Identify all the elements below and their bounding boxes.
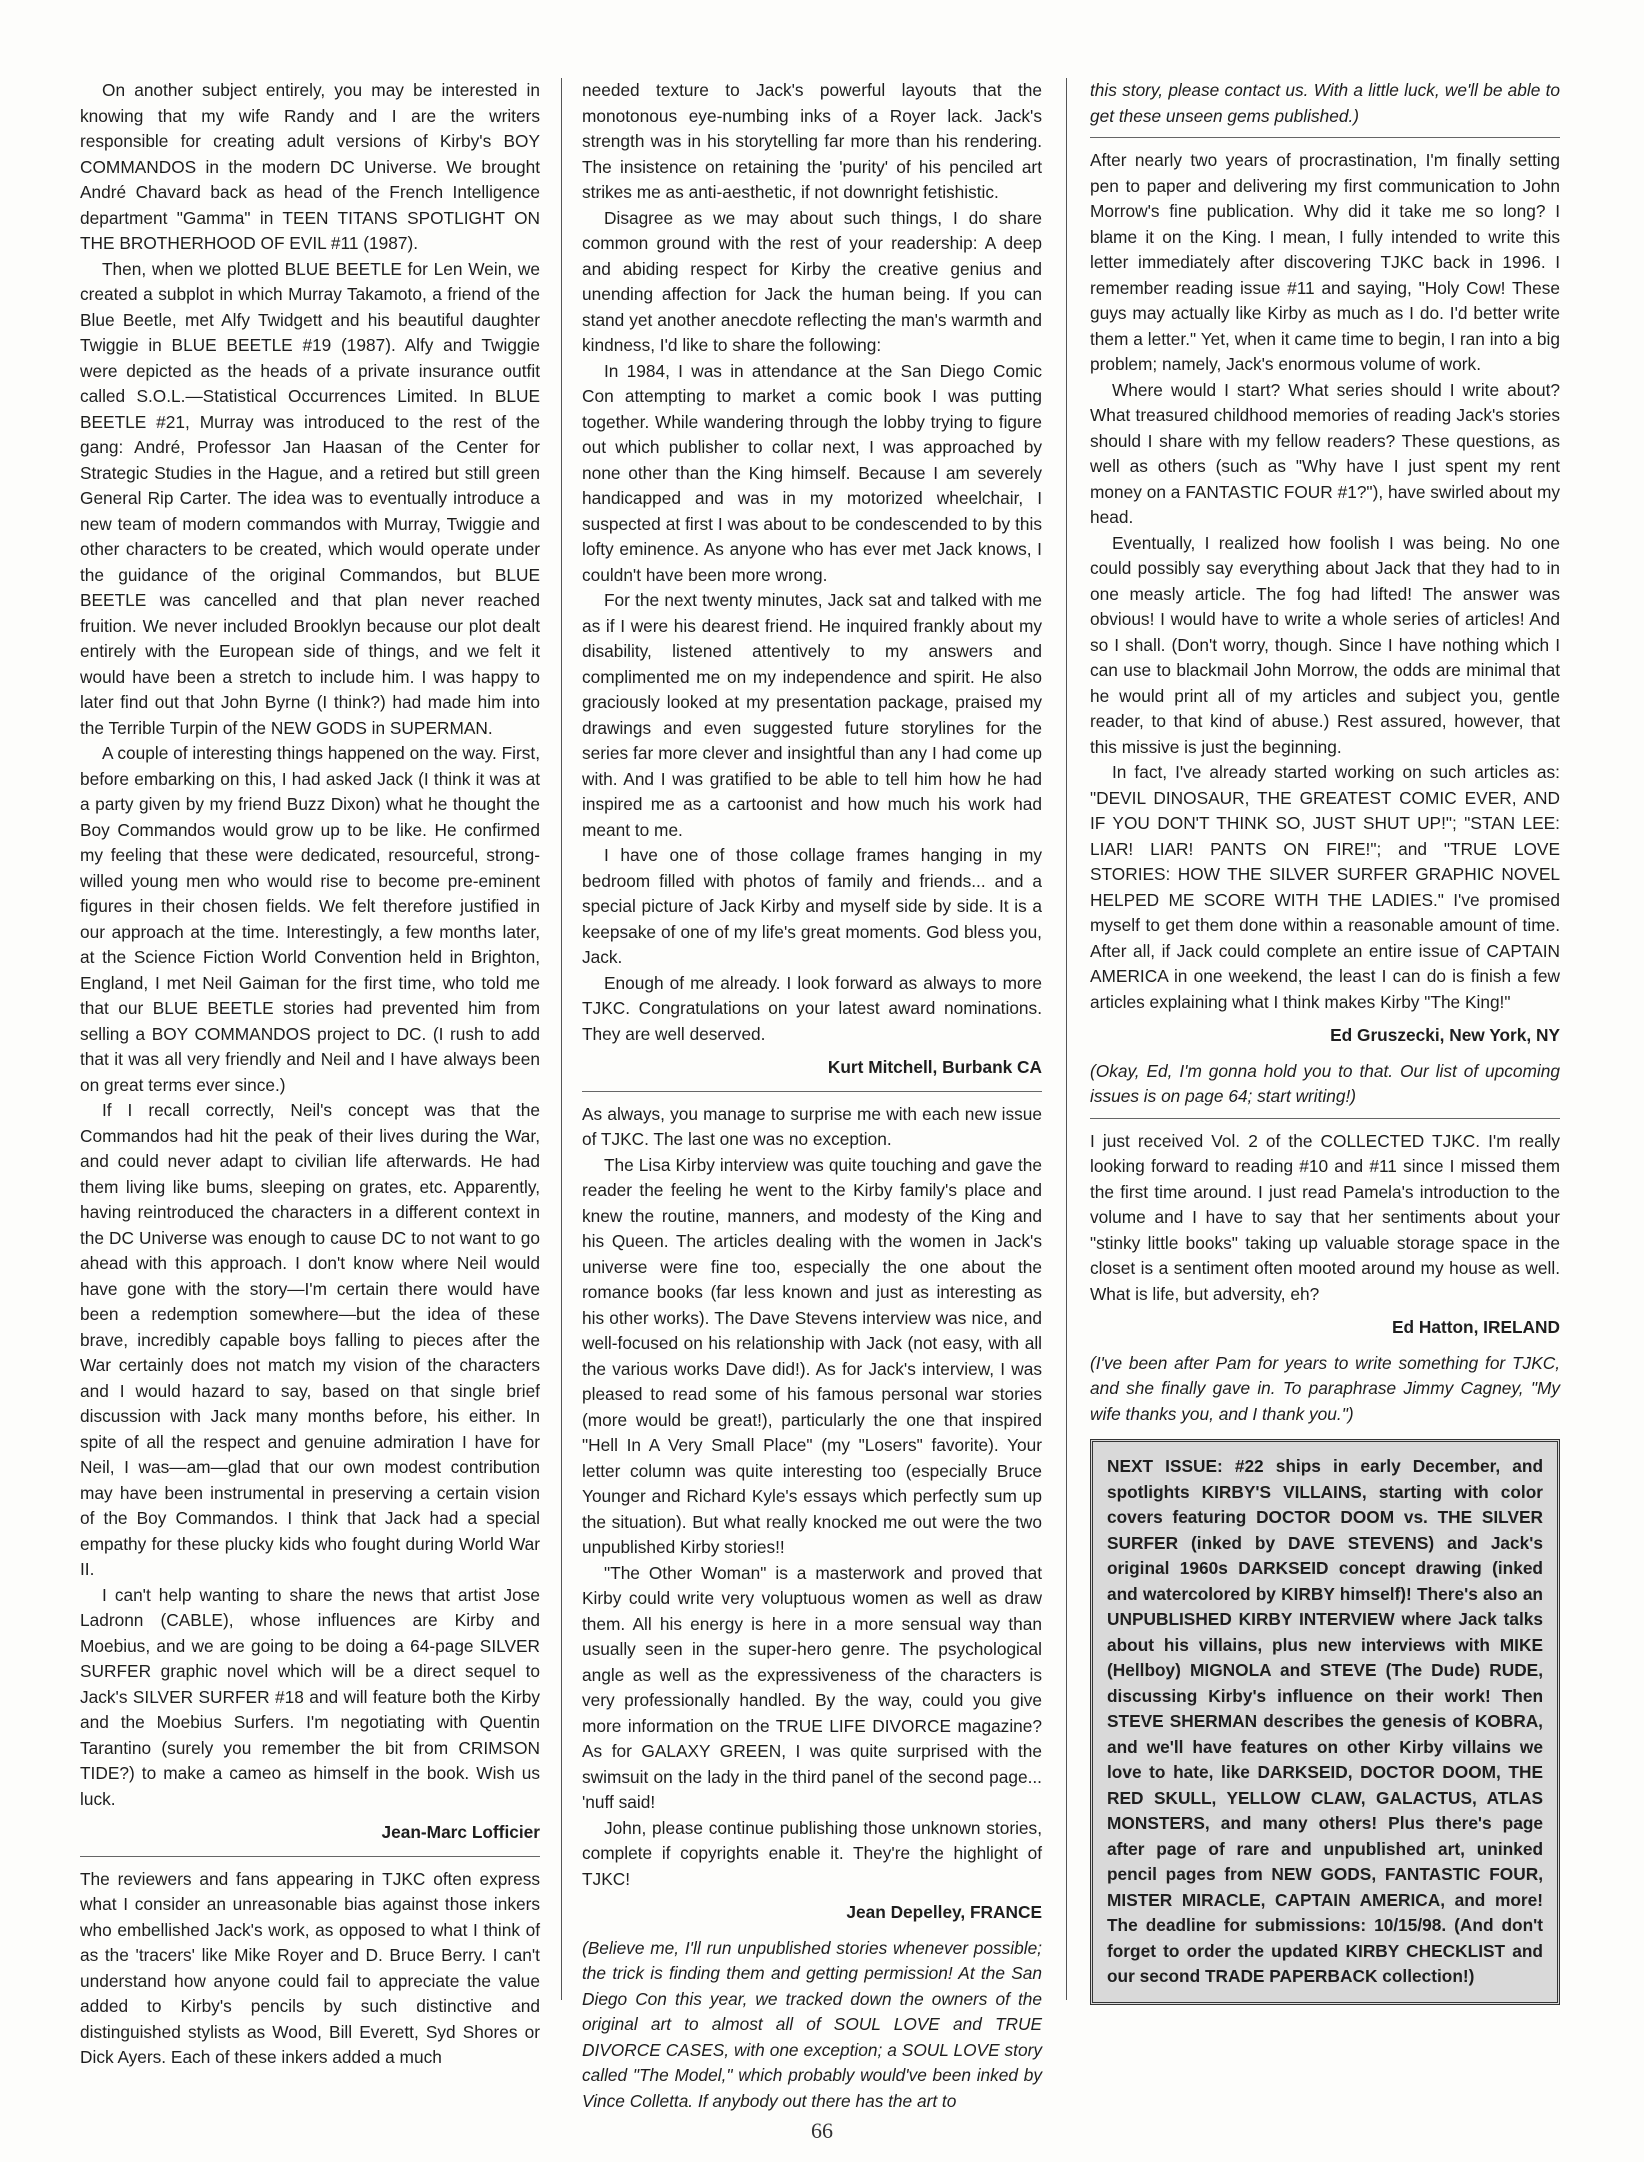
editor-reply: (Okay, Ed, I'm gonna hold you to that. Our list of upcoming issues is on page 64; start writing!) (1090, 1060, 1560, 1106)
letter-paragraph: On another subject entirely, you may be interested in knowing that my wife Randy and I are the writers responsible for creating adult versions of Kirby's BOY COMMANDOS in the modern DC Universe. We brought André Chavard back as head of the French Intelligence department "Gamma" in TEEN TITANS SPOTLIGHT ON THE BROTHERHOOD OF EVIL #11 (1987). (80, 80, 540, 253)
letter-paragraph: Then, when we plotted BLUE BEETLE for Len Wein, we created a subplot in which Murray Takamoto, a friend of the Blue Beetle, met Alfy Twidgett and his beautiful daughter Twiggie in BLUE BEETLE #19 (1987). Alfy and Twiggie were depicted as the heads of a private insurance outfit called S.O.L.—Statistical Occurrences Limited. In BLUE BEETLE #21, Murray was introduced to the rest of the gang: André, Professor Jan Haasan of the Center for Strategic Studies in the Hague, and a retired but still green General Rip Carter. The idea was to eventually introduce a new team of modern commandos with Murray, Twiggie and other characters to be created, which would operate under the guidance of the original Commandos, but BLUE BEETLE was cancelled and that plan never reached fruition. We never included Brooklyn because our plot dealt entirely with the European side of things, and we felt it would have been a stretch to include him. I was happy to later find out that John Byrne (I think?) had made him into the Terrible Turpin of the NEW GODS in SUPERMAN. (80, 258, 540, 738)
letter-signature: Jean Depelley, FRANCE (846, 1902, 1042, 1922)
letter-signature: Kurt Mitchell, Burbank CA (827, 1057, 1042, 1077)
letter-paragraph: Disagree as we may about such things, I do share common ground with the rest of your readership: A deep and abiding respect for Kirby the creative genius and unending affection for Jack the human being. If you can stand yet another anecdote reflecting the man's warmth and kindness, I'd like to share the following: (582, 207, 1042, 355)
letter-signature: Ed Gruszecki, New York, NY (1330, 1025, 1560, 1045)
letter-paragraph: Where would I start? What series should I write about? What treasured childhood memories of reading Jack's stories should I share with my fellow readers? These questions, as well as others (such as "Why have I just spent my rent money on a FANTASTIC FOUR #1?"), have swirled about my head. (1090, 379, 1560, 527)
column-2 (582, 78, 1042, 2114)
editor-reply: (I've been after Pam for years to write something for TJKC, and she finally gave in. To paraphrase Jimmy Cagney, "My wife thanks you, and I thank you.") (1090, 1352, 1560, 1424)
column-1 (80, 78, 540, 2071)
letter-paragraph: A couple of interesting things happened on the way. First, before embarking on this, I had asked Jack (I think it was at a party given by my friend Buzz Dixon) what he thought the Boy Commandos would grow up to be like. He confirmed my feeling that these were dedicated, resourceful, strong-willed young men who would rise to become pre-eminent figures in their chosen fields. We felt therefore justified in our approach at the time. Interestingly, a few months later, at the Science Fiction World Convention held in Brighton, England, I met Neil Gaiman for the first time, who told me that our BLUE BEETLE stories had prevented him from selling a BOY COMMANDOS project to DC. (I rush to add that it was all very friendly and Neil and I have always been on great terms ever since.) (80, 743, 540, 1095)
letter-paragraph: In 1984, I was in attendance at the San Diego Comic Con attempting to market a comic book I was putting together. While wandering through the lobby trying to figure out which publisher to collar next, I was approached by none other than the King himself. Because I am severely handicapped and was in my motorized wheelchair, I suspected at first I was about to be condescended to by this lofty eminence. As anyone who has ever met Jack knows, I couldn't have been more wrong. (582, 360, 1042, 585)
letter-paragraph: The reviewers and fans appearing in TJKC often express what I consider an unreasonable bias against those inkers who embellished Jack's work, as opposed to what I think of as the 'tracers' like Mike Royer and D. Bruce Berry. I can't understand how anyone could fail to appreciate the value added to Kirby's pencils by such distinctive and distinguished stylists as Wood, Bill Everett, Syd Shores or Dick Ayers. Each of these inkers added a much (80, 1868, 540, 2067)
letter-divider (582, 1091, 1042, 1092)
column-rule (1066, 78, 1067, 2000)
letter-paragraph: I just received Vol. 2 of the COLLECTED TJKC. I'm really looking forward to reading #10 and #11 since I missed them the first time around. I just read Pamela's introduction to the volume and I have to say that her sentiments about your "stinky little books" taking up valuable storage space in the closet is a sentiment often mooted around my house as well. What is life, but adversity, eh? (1090, 1130, 1560, 1304)
letter-paragraph: The Lisa Kirby interview was quite touching and gave the reader the feeling he went to the Kirby family's place and knew the routine, manners, and modesty of the King and his Queen. The articles dealing with the women in Jack's universe were fine too, especially the one about the romance books (far less known and just as interesting as his other works). The Dave Stevens interview was nice, and well-focused on his relationship with Jack (not easy, with all the various works Dave did!). As for Jack's interview, I was pleased to read some of his famous personal war stories (more would be great!), particularly the one that inspired "Hell In A Very Small Place" (my "Losers" favorite). Your letter column was quite interesting too (especially Bruce Younger and Richard Kyle's essays which perfectly sum up the situation). But what really knocked me out were the two unpublished Kirby stories!! (582, 1154, 1042, 1557)
letter-signature: Ed Hatton, IRELAND (1391, 1317, 1560, 1337)
column-3 (1090, 78, 1560, 2005)
letter-paragraph: If I recall correctly, Neil's concept was that the Commandos had hit the peak of their lives during the War, and could never adapt to civilian life afterwards. He had them living like bums, sleeping on grates, etc. Apparently, having reintroduced the characters in a different context in the DC Universe was enough to cause DC to not want to go ahead with this approach. I don't know where Neil would have gone with the story—I'm certain there would have been a redemption somewhere—but the idea of these brave, incredibly capable boys falling to pieces after the War certainly does not match my vision of the characters and I would hazard to say, based on that single brief discussion with Jack many months before, his either. In spite of all the respect and genuine admiration I have for Neil, I was—am—glad that our own modest contribution may have been instrumental in preserving a certain vision of the Boy Commandos. I think that Jack had a special empathy for these plucky kids who fought during World War II. (80, 1100, 540, 1579)
letter-paragraph: Eventually, I realized how foolish I was being. No one could possibly say everything about Jack that they had to in one measly article. The fog had lifted! The answer was obvious! I would have to write a whole series of articles! And so I shall. (Don't worry, though. Since I have nothing which I can use to blackmail John Morrow, the odds are minimal that he would print all of my articles and subject you, gentle reader, to that kind of abuse.) Rest assured, however, that this missive is just the beginning. (1090, 532, 1560, 757)
column-rule (561, 78, 562, 2000)
editor-reply: (Believe me, I'll run unpublished stories whenever possible; the trick is finding them and getting permission! At the San Diego Con this year, we tracked down the owners of the original art to almost all of SOUL LOVE and TRUE DIVORCE CASES, with one exception; a SOUL LOVE story called "The Model," which probably would've been inked by Vince Colletta. If anybody out there has the art to (582, 1937, 1042, 2111)
next-issue-text: NEXT ISSUE: #22 ships in early December, and spotlights KIRBY'S VILLAINS, starting with color covers featuring DOCTOR DOOM vs. THE SILVER SURFER (inked by DAVE STEVENS) and Jack's original 1960s DARKSEID concept drawing (inked and watercolored by KIRBY himself)! There's also an UNPUBLISHED KIRBY INTERVIEW where Jack talks about his villains, plus new interviews with MIKE (Hellboy) MIGNOLA and STEVE (The Dude) RUDE, discussing Kirby's influence on their work! Then STEVE SHERMAN describes the genesis of KOBRA, and we'll have features on other Kirby villains we love to hate, like DARKSEID, DOCTOR DOOM, THE RED SKULL, YELLOW CLAW, GALACTUS, ATLAS MONSTERS, and many others! Plus there's page after page of rare and unpublished art, uninked pencil pages from NEW GODS, FANTASTIC FOUR, MISTER MIRACLE, CAPTAIN AMERICA, and more! The deadline for submissions: 10/15/98. (And don't forget to order the updated KIRBY CHECKLIST and our second TRADE PAPERBACK collection!) (1107, 1456, 1543, 1986)
letter-paragraph: After nearly two years of procrastination, I'm finally setting pen to paper and delivering my first communication to John Morrow's fine publication. Why did it take me so long? I blame it on the King. I mean, I fully intended to write this letter immediately after discovering TJKC back in 1996. I remember reading issue #11 and saying, "Holy Cow! These guys may actually like Kirby as much as I do. I'd better write them a letter." Yet, when it came time to begin, I ran into a big problem; namely, Jack's enormous volume of work. (1090, 150, 1560, 374)
letter-paragraph: For the next twenty minutes, Jack sat and talked with me as if I were his dearest friend. He inquired frankly about my disability, listened attentively to my answers and complimented me on my independence and spirit. He also graciously looked at my presentation package, praised my drawings and even suggested future storylines for the series far more clever and insightful than any I had come up with. And I was gratified to be able to tell him how he had inspired me as a cartoonist and how much his work had meant to me. (582, 590, 1042, 840)
next-issue-box (1090, 1439, 1560, 2005)
letter-paragraph: In fact, I've already started working on such articles as: "DEVIL DINOSAUR, THE GREATEST COMIC EVER, AND IF YOU DON'T THINK SO, JUST SHUT UP!"; "STAN LEE: LIAR! LIAR! PANTS ON FIRE!"; and "TRUE LOVE STORIES: HOW THE SILVER SURFER GRAPHIC NOVEL HELPED ME SCORE WITH THE LADIES." I've promised myself to get them done within a reasonable amount of time. After all, if Jack could complete an entire issue of CAPTAIN AMERICA in one weekend, the least I can do is finish a few articles explaining what I think makes Kirby "The King!" (1090, 762, 1560, 1012)
letter-divider (80, 1856, 540, 1857)
letter-signature: Jean-Marc Lofficier (381, 1822, 540, 1842)
letter-paragraph: I have one of those collage frames hanging in my bedroom filled with photos of family and friends... and a special picture of Jack Kirby and myself side by side. It is a keepsake of one of my life's great moments. God bless you, Jack. (582, 845, 1042, 967)
letter-divider (1090, 137, 1560, 138)
editor-reply: this story, please contact us. With a little luck, we'll be able to get these unseen gems published.) (1090, 80, 1560, 126)
letter-paragraph: needed texture to Jack's powerful layouts that the monotonous eye-numbing inks of a Royer lack. Jack's strength was in his storytelling far more than his rendering. The insistence on retaining the 'purity' of his penciled art strikes me as anti-aesthetic, if not downright fetishistic. (582, 80, 1042, 202)
page-number: 66 (811, 2118, 833, 2143)
letter-paragraph: John, please continue publishing those unknown stories, complete if copyrights enable it. They're the highlight of TJKC! (582, 1817, 1042, 1889)
letter-paragraph: As always, you manage to surprise me with each new issue of TJKC. The last one was no exception. (582, 1103, 1042, 1149)
letter-paragraph: "The Other Woman" is a masterwork and proved that Kirby could write very voluptuous women as well as draw them. All his energy is here in a more sensual way than usually seen in the super-hero genre. The psychological angle as well as the expressiveness of the characters is very professionally handled. By the way, could you give more information on the TRUE LIFE DIVORCE magazine? As for GALAXY GREEN, I was quite surprised with the swimsuit on the lady in the third panel of the second page... 'nuff said! (582, 1562, 1042, 1812)
letter-paragraph: Enough of me already. I look forward as always to more TJKC. Congratulations on your latest award nominations. They are well deserved. (582, 972, 1042, 1044)
letter-divider (1090, 1118, 1560, 1119)
letter-paragraph: I can't help wanting to share the news that artist Jose Ladronn (CABLE), whose influences are Kirby and Moebius, and we are going to be doing a 64-page SILVER SURFER graphic novel which will be a direct sequel to Jack's SILVER SURFER #18 and will feature both the Kirby and the Moebius Surfers. I'm negotiating with Quentin Tarantino (surely you remember the bit from CRIMSON TIDE?) to make a cameo as himself in the book. Wish us luck. (80, 1584, 540, 1809)
